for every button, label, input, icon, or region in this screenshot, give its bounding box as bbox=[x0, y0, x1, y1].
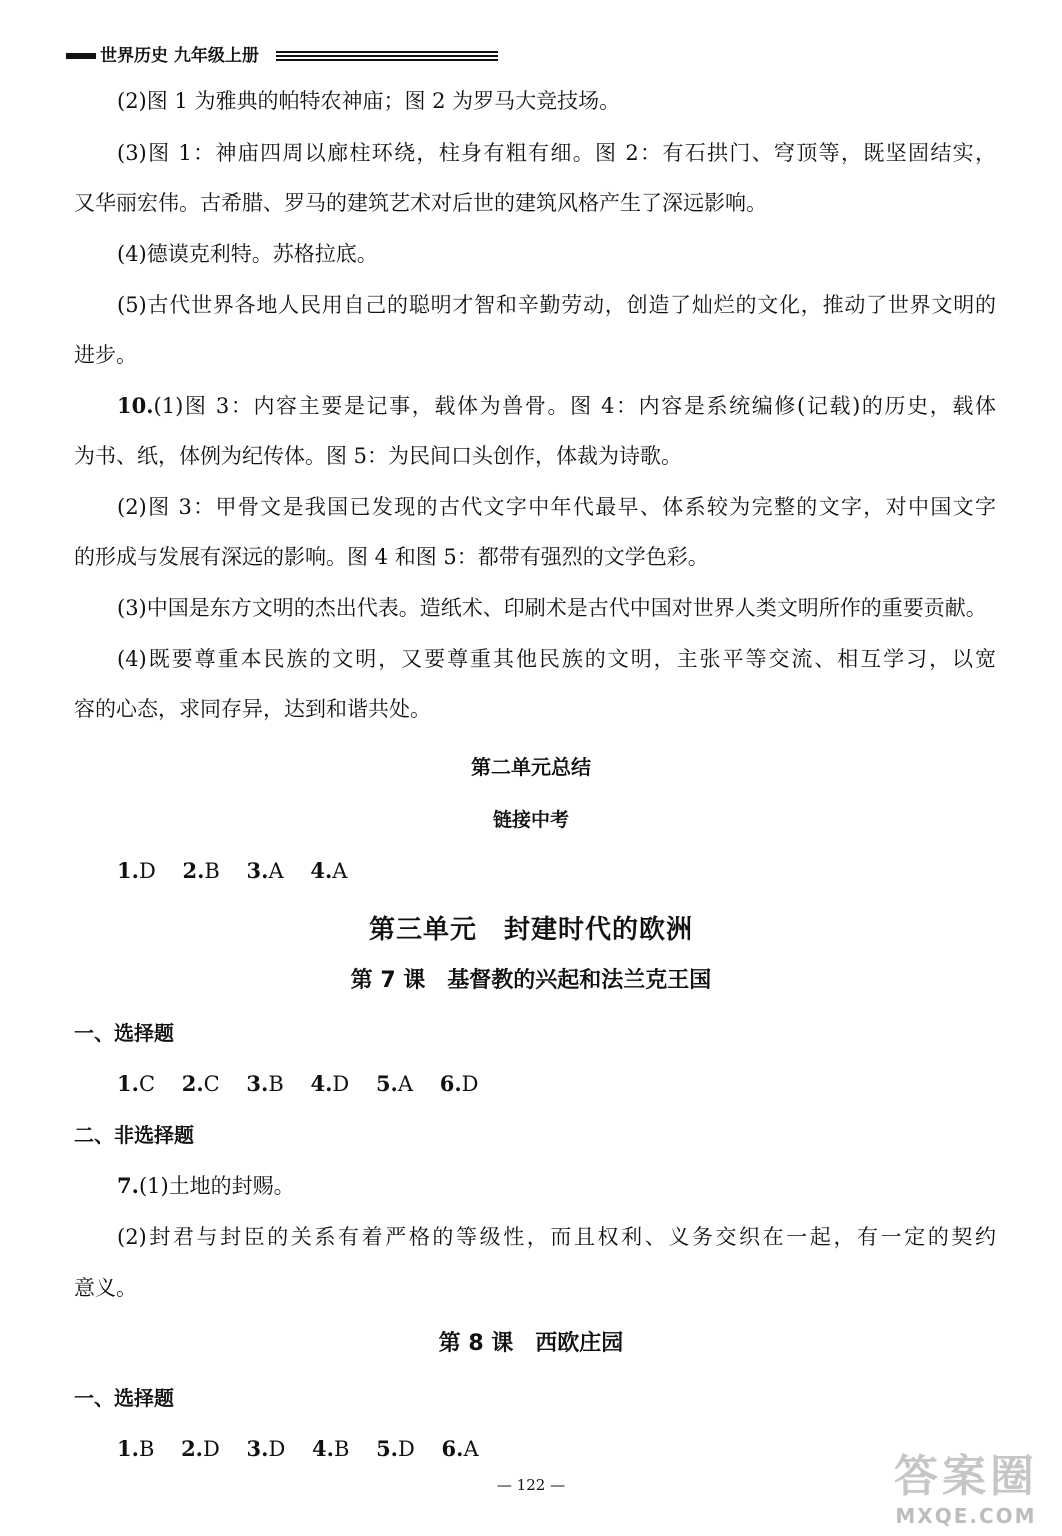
answer-line-10-2b: 的形成与发展有深远的影响。图 4 和图 5：都带有强烈的文学色彩。 bbox=[74, 545, 709, 569]
lesson7-heading: 第 7 课 基督教的兴起和法兰克王国 bbox=[350, 968, 712, 993]
answer-line-9-2: (2)图 1 为雅典的帕特农神庙；图 2 为罗马大竞技场。 bbox=[117, 89, 621, 113]
watermark-url: MXQE.COM bbox=[895, 1504, 1037, 1528]
unit3-heading: 第三单元 封建时代的欧洲 bbox=[368, 915, 693, 945]
answer-line-9-4: (4)德谟克利特。苏格拉底。 bbox=[117, 242, 378, 266]
answer-line-9-5a: (5)古代世界各地人民用自己的聪明才智和辛勤劳动，创造了灿烂的文化，推动了世界文明的 bbox=[117, 293, 996, 317]
answer-line-10-1b: 为书、纸，体例为纪传体。图 5：为民间口头创作，体裁为诗歌。 bbox=[74, 444, 683, 468]
answer-text: (1)图 3：内容主要是记事，载体为兽骨。图 4：内容是系统编修(记载)的历史，载体 bbox=[153, 394, 996, 418]
header-title: 世界历史 九年级上册 bbox=[100, 46, 259, 66]
header-bar-right bbox=[276, 51, 498, 61]
lesson8-category-choice: 一、选择题 bbox=[74, 1386, 174, 1410]
unit2-heading: 第二单元总结 bbox=[471, 755, 591, 779]
answer-item: 2.B bbox=[182, 858, 220, 883]
lesson7-answers bbox=[117, 1069, 499, 1099]
answer-item: 2.C bbox=[181, 1071, 220, 1096]
lesson7-q7-1 bbox=[117, 1171, 295, 1201]
lesson7-category-choice: 一、选择题 bbox=[74, 1021, 174, 1045]
page-number: — 122 — bbox=[496, 1476, 566, 1494]
question-number: 10. bbox=[117, 393, 154, 418]
answer-line-9-3a: (3)图 1：神庙四周以廊柱环绕，柱身有粗有细。图 2：有石拱门、穹顶等，既坚固结实， bbox=[117, 141, 996, 165]
question-number: 7. bbox=[117, 1173, 139, 1198]
lesson7-q7-2b: 意义。 bbox=[74, 1276, 137, 1300]
answer-item: 1.B bbox=[117, 1436, 155, 1461]
unit2-subheading: 链接中考 bbox=[492, 809, 569, 831]
watermark-text: 答案圈 bbox=[894, 1451, 1038, 1502]
answer-line-10-3: (3)中国是东方文明的杰出代表。造纸术、印刷术是古代中国对世界人类文明所作的重要贡献。 bbox=[117, 596, 987, 620]
answer-item: 4.B bbox=[312, 1436, 350, 1461]
answer-item: 3.A bbox=[246, 858, 284, 883]
answer-line-10-4b: 容的心态，求同存异，达到和谐共处。 bbox=[74, 697, 431, 721]
answer-item: 4.A bbox=[310, 858, 348, 883]
header-bar-left bbox=[66, 53, 96, 59]
answer-item: 4.D bbox=[310, 1071, 350, 1096]
answer-line-10-2a: (2)图 3：甲骨文是我国已发现的古代文字中年代最早、体系较为完整的文字，对中国文字 bbox=[117, 495, 996, 519]
answer-item: 3.B bbox=[246, 1071, 284, 1096]
lesson7-category-nonchoice: 二、非选择题 bbox=[74, 1123, 194, 1147]
answer-text: (1)土地的封赐。 bbox=[138, 1174, 295, 1198]
lesson8-heading: 第 8 课 西欧庄园 bbox=[438, 1331, 624, 1356]
answer-item: 6.D bbox=[439, 1071, 479, 1096]
answer-line-9-3b: 又华丽宏伟。古希腊、罗马的建筑艺术对后世的建筑风格产生了深远影响。 bbox=[74, 191, 767, 215]
watermark-logo bbox=[878, 1452, 1054, 1532]
lesson7-q7-2a: (2)封君与封臣的关系有着严格的等级性，而且权利、义务交织在一起，有一定的契约 bbox=[117, 1225, 996, 1249]
answer-item: 6.A bbox=[441, 1436, 479, 1461]
answer-item: 3.D bbox=[246, 1436, 286, 1461]
answer-item: 5.D bbox=[376, 1436, 415, 1461]
lesson8-answers bbox=[117, 1434, 499, 1464]
answer-item: 2.D bbox=[181, 1436, 220, 1461]
answer-line-9-5b: 进步。 bbox=[74, 343, 137, 367]
answer-line-10-1a bbox=[117, 391, 996, 421]
page-header bbox=[66, 46, 430, 68]
answer-item: 1.C bbox=[117, 1071, 156, 1096]
answer-item: 1.D bbox=[117, 858, 156, 883]
answer-item: 5.A bbox=[375, 1071, 414, 1096]
answer-line-10-4a: (4)既要尊重本民族的文明，又要尊重其他民族的文明，主张平等交流、相互学习，以宽 bbox=[117, 647, 996, 671]
unit2-answers bbox=[117, 856, 367, 886]
